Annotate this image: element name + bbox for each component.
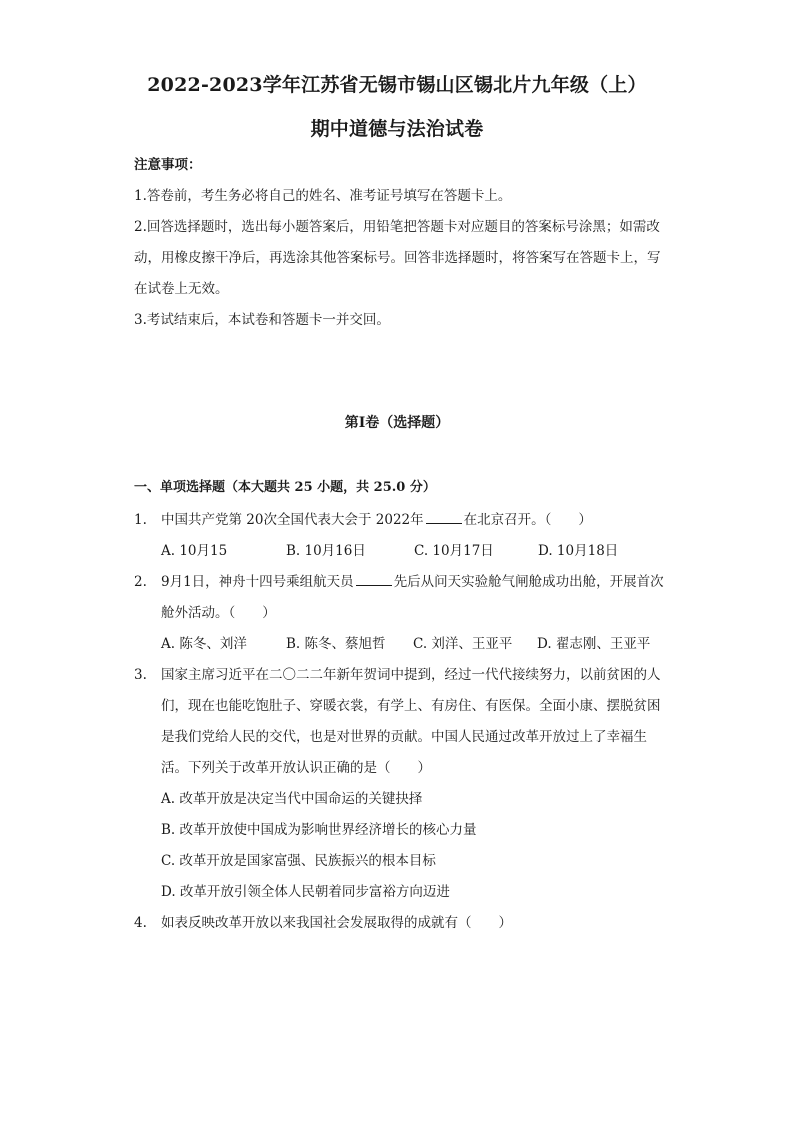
section-title: 第I卷（选择题）	[344, 415, 450, 431]
answer-blank	[426, 509, 462, 524]
question-number: 4.	[134, 915, 147, 931]
notes-item-2: 2.回答选择题时，选出每小题答案后，用铅笔把答题卡对应题目的答案标号涂黑；如需改动，用橡皮擦干净后，再选涂其他答案标号。回答非选择题时，将答案写在答题卡上，写在试卷上无效。	[134, 219, 661, 297]
question-1	[134, 505, 664, 567]
notes-heading: 注意事项：	[134, 157, 202, 173]
option-c: C. 刘洋、王亚平	[413, 636, 513, 652]
option-a: A. 改革开放是决定当代中国命运的关键抉择	[161, 791, 423, 807]
option-b: B. 改革开放使中国成为影响世界经济增长的核心力量	[161, 822, 477, 838]
question-stem	[161, 505, 664, 536]
option-a: A. 10月15	[161, 543, 228, 559]
notes-block	[134, 150, 664, 336]
notes-item-1: 1.答卷前，考生务必将自己的姓名、准考证号填写在答题卡上。	[134, 188, 512, 204]
question-4	[134, 908, 664, 939]
option-b: B. 10月16日	[286, 543, 366, 559]
answer-blank	[356, 571, 392, 586]
question-stem: 如表反映改革开放以来我国社会发展取得的成就有（ ）	[161, 915, 512, 931]
stem-text: 中国共产党第 20次全国代表大会于 2022年	[161, 512, 424, 528]
question-number: 1.	[134, 512, 147, 528]
stem-text: 9月1日，神舟十四号乘组航天员	[161, 574, 354, 590]
options-row	[161, 629, 664, 660]
part-title: 一、单项选择题（本大题共 25 小题，共 25.0 分）	[134, 480, 436, 495]
exam-title-line2: 期中道德与法治试卷	[310, 118, 484, 140]
notes-item-3: 3.考试结束后，本试卷和答题卡一并交回。	[134, 312, 390, 328]
question-number: 3.	[134, 667, 147, 683]
stem-text: 先后从问天实验舱气闸舱成功出舱，开展首次舱外活动。（ ）	[161, 574, 664, 621]
option-d: D. 10月18日	[538, 543, 619, 559]
option-c: C. 改革开放是国家富强、民族振兴的根本目标	[161, 853, 436, 869]
option-b: B. 陈冬、蔡旭哲	[286, 636, 386, 652]
question-3	[134, 660, 664, 908]
question-2	[134, 567, 664, 660]
question-stem: 国家主席习近平在二〇二二年新年贺词中提到，经过一代代接续努力，以前贫困的人们，现在也能吃饱肚子、穿暖衣裳，有学上、有房住、有医保。全面小康、摆脱贫困是我们党给人民的交代，也是对世界的贡献。中国人民通过改革开放过上了幸福生活。下列关于改革开放认识正确的是（ ）	[161, 667, 661, 776]
option-d: D. 改革开放引领全体人民朝着同步富裕方向迈进	[161, 884, 450, 900]
option-a: A. 陈冬、刘洋	[161, 636, 247, 652]
option-d: D. 翟志刚、王亚平	[537, 636, 651, 652]
options-row	[161, 536, 664, 567]
option-c: C. 10月17日	[414, 543, 494, 559]
question-number: 2.	[134, 574, 147, 590]
exam-title-line1: 2022-2023学年江苏省无锡市锡山区锡北片九年级（上）	[147, 74, 647, 96]
stem-text: 在北京召开。（ ）	[463, 512, 592, 528]
question-stem	[161, 567, 664, 629]
